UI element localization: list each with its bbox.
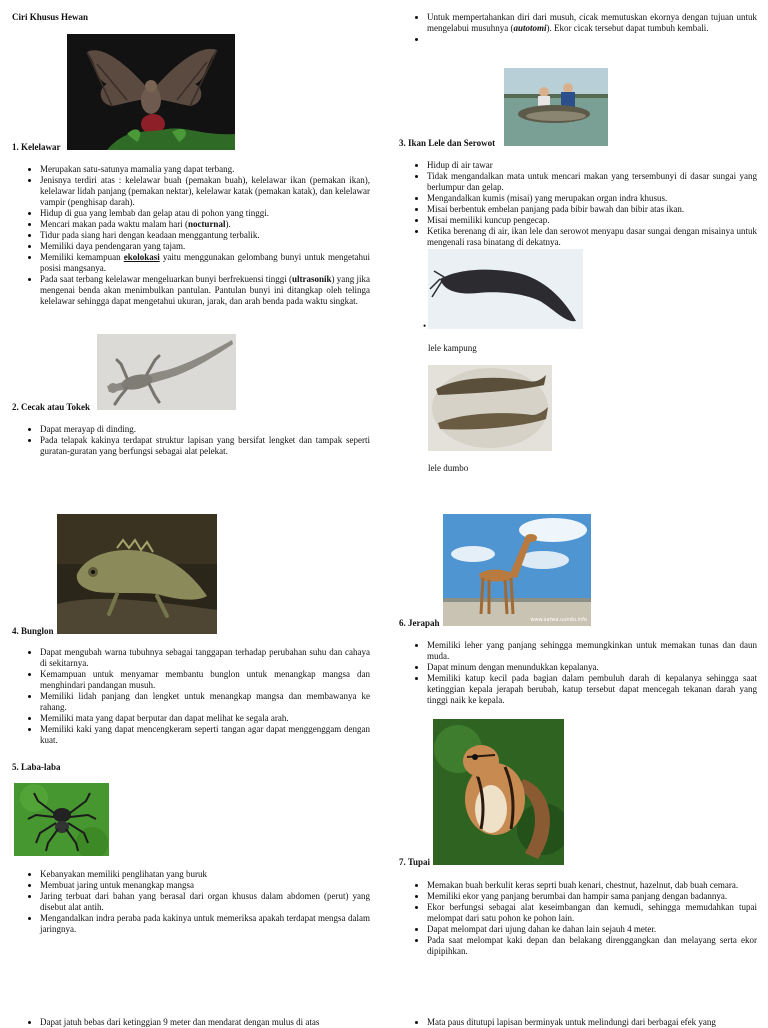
list-item: • Mengandalkan indra peraba pada kakinya untuk memeriksa apakah terdapat mengsa dalam jaringnya. bbox=[40, 913, 370, 935]
lele-dumbo-caption: lele dumbo bbox=[428, 463, 469, 473]
list-item: • Memiliki kaki yang dapat mencengkeram seperti tangan agar dapat menggenggam dengan kuat. bbox=[40, 724, 370, 746]
chipmunk-photo bbox=[433, 719, 564, 865]
list-item: • Tidak mengandalkan mata untuk mencari makan yang tersembunyi di dasar sungai yang berlumpur dan gelap. bbox=[427, 171, 757, 193]
laba-list bbox=[12, 869, 370, 935]
section-heading-lele: 3. Ikan Lele dan Serowot bbox=[399, 138, 496, 148]
list-item: • Kebanyakan memiliki penglihatan yang buruk bbox=[40, 869, 370, 880]
gecko-photo bbox=[97, 334, 236, 410]
giraffe-watermark: www.satwa.uundu.info bbox=[530, 617, 587, 623]
list-item: • Membuat jaring untuk menangkap mangsa bbox=[40, 880, 370, 891]
chameleon-photo bbox=[57, 514, 217, 634]
list-item: • Misai memiliki kuncup pengecap. bbox=[427, 215, 757, 226]
list-item: • Dapat jatuh bebas dari ketinggian 9 meter dan mendarat dengan mulus di atas bbox=[40, 1017, 370, 1028]
list-item: • Memiliki ekor yang panjang berumbai dan hampir sama panjang dengan badannya. bbox=[427, 891, 757, 902]
list-item: • Memiliki katup kecil pada bagian dalam pembuluh darah di kepalanya sehingga saat ketinggian kepala jerapah berubah, katup tersebut dapat mencegah tekanan darah yang tinggi naik ke kepala. bbox=[427, 673, 757, 706]
list-item: • Memiliki leher yang panjang sehingga memungkinkan untuk memakan tunas dan daun muda. bbox=[427, 640, 757, 662]
list-item: • Hidup di air tawar bbox=[427, 160, 757, 171]
giraffe-photo bbox=[443, 514, 591, 626]
list-item: • Dapat mengubah warna tubuhnya sebagai tanggapan terhadap perubahan suhu dan cahaya di sekitarnya. bbox=[40, 647, 370, 669]
list-item bbox=[427, 34, 757, 45]
list-item: • Memiliki kemampuan ekolokasi yaitu menggunakan gelombang bunyi untuk mengetahui posisi mangsanya. bbox=[40, 252, 370, 274]
list-item: • Memiliki mata yang dapat berputar dan dapat melihat ke segala arah. bbox=[40, 713, 370, 724]
list-item: • Dapat minum dengan menundukkan kepalanya. bbox=[427, 662, 757, 673]
list-item: • Jaring terbuat dari bahan yang berasal dari organ khusus dalam abdomen (perut) yang disebut alat antih. bbox=[40, 891, 370, 913]
list-item: • Jenisnya terdiri atas : kelelawar buah (pemakan buah), kelelawar ikan (pemakan ikan), kelelawar lidah panjang (pemakan nektar), kelelawar katak (pemakan katak), dan kelelawar vampir (penghisap darah). bbox=[40, 175, 370, 208]
laba-cut-list bbox=[12, 1017, 370, 1028]
bullet-dot-icon: • bbox=[423, 321, 427, 331]
list-item: • Memiliki daya pendengaran yang tajam. bbox=[40, 241, 370, 252]
list-item: • Pada saat terbang kelelawar mengeluarkan bunyi berfrekuensi tinggi (ultrasonik) yang jika mengenai benda akan menimbulkan pantulan. Pantulan bunyi ini ditangkap oleh telinga kelelawar sehingga dapat mengetahui ukuran, jarak, dan arah benda pada waktu singkat. bbox=[40, 274, 370, 307]
kelelawar-list bbox=[12, 164, 370, 307]
list-item: • Memiliki lidah panjang dan lengket untuk menangkap mangsa dan membawanya ke rahang. bbox=[40, 691, 370, 713]
list-item: • Misai berbentuk embelan panjang pada bibir bawah dan bibir atas ikan. bbox=[427, 204, 757, 215]
section-heading-kelelawar: 1. Kelelawar bbox=[12, 142, 61, 152]
section-heading-laba: 5. Laba-laba bbox=[12, 762, 61, 772]
list-item: • Pada telapak kakinya terdapat struktur lapisan yang bersifat lengket dan tampak seperti guratan-guratan yang berfungsi sebagai alat pelekat. bbox=[40, 435, 370, 457]
lele-list bbox=[399, 160, 757, 248]
bat-photo bbox=[67, 34, 235, 150]
cecak-continued-list bbox=[399, 12, 757, 45]
section-heading-tupai: 7. Tupai bbox=[399, 857, 431, 867]
lele-kampung-photo bbox=[428, 249, 583, 329]
bunglon-list bbox=[12, 647, 370, 746]
list-item: • Merupakan satu-satunya mamalia yang dapat terbang. bbox=[40, 164, 370, 175]
section-heading-bunglon: 4. Bunglon bbox=[12, 626, 54, 636]
cecak-list bbox=[12, 424, 370, 457]
tupai-list bbox=[399, 880, 757, 957]
list-item: • Mengandalkan kumis (misai) yang merupakan organ indra khusus. bbox=[427, 193, 757, 204]
list-item: • Mencari makan pada waktu malam hari (nocturnal). bbox=[40, 219, 370, 230]
lele-dumbo-photo bbox=[428, 365, 552, 451]
lele-kampung-caption: lele kampung bbox=[428, 343, 477, 353]
list-item: • Ekor berfungsi sebagai alat keseimbangan dan kemudi, sehingga memudahkan tupai melompat dari satu pohon ke pohon lain. bbox=[427, 902, 757, 924]
list-item: • Dapat melompat dari ujung dahan ke dahan lain sejauh 4 meter. bbox=[427, 924, 757, 935]
list-item: • Mata paus ditutupi lapisan berminyak untuk melindungi dari berbagai efek yang bbox=[427, 1017, 757, 1028]
catfish-photo bbox=[504, 68, 608, 146]
page-title: Ciri Khusus Hewan bbox=[12, 12, 89, 22]
list-item: • Pada saat melompat kaki depan dan belakang direnggangkan dan melayang serta ekor dipipihkan. bbox=[427, 935, 757, 957]
spider-photo bbox=[14, 783, 109, 856]
list-item: • Ketika berenang di air, ikan lele dan serowot menyapu dasar sungai dengan misainya untuk mengenali rasa binatang di dekatnya. bbox=[427, 226, 757, 248]
list-item bbox=[427, 12, 757, 34]
jerapah-list bbox=[399, 640, 757, 706]
list-item: • Kemampuan untuk menyamar membantu bunglon untuk menangkap mangsa dan menghindari pandangan musuh. bbox=[40, 669, 370, 691]
section-heading-jerapah: 6. Jerapah bbox=[399, 618, 440, 628]
list-item: • Hidup di gua yang lembab dan gelap atau di pohon yang tinggi. bbox=[40, 208, 370, 219]
autotomi-text: Untuk mempertahankan diri dari musuh, cicak memutuskan ekornya dengan tujuan untuk mengelabui musuhnya (autotomi). Ekor cicak tersebut dapat tumbuh kembali. bbox=[427, 12, 757, 33]
list-item: • Tidur pada siang hari dengan keadaan menggantung terbalik. bbox=[40, 230, 370, 241]
tupai-cut-list bbox=[399, 1017, 757, 1028]
list-item: • Memakan buah berkulit keras seprti buah kenari, chestnut, hazelnut, dab buah cemara. bbox=[427, 880, 757, 891]
section-heading-cecak: 2. Cecak atau Tokek bbox=[12, 402, 91, 412]
list-item: • Dapat merayap di dinding. bbox=[40, 424, 370, 435]
